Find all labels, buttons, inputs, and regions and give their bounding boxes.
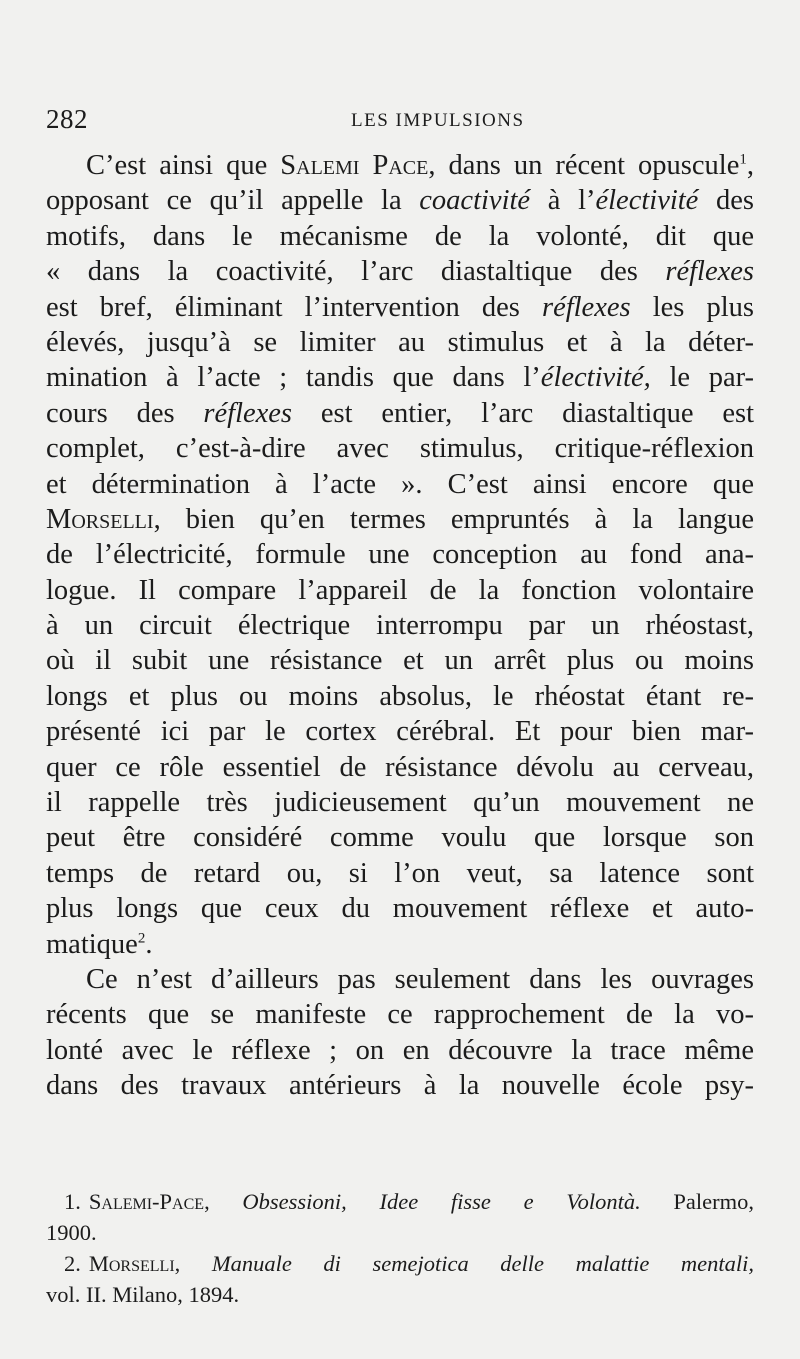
text-line: longs et plus ou moins absolus, le rhéostat étant re- [46, 680, 754, 712]
text-line: Ce n’est d’ailleurs pas seulement dans les ouvrages [86, 963, 754, 995]
text-line: de l’électricité, formule une conception au fond ana- [46, 539, 754, 571]
text-line: Morselli, bien qu’en termes empruntés à la langue [46, 503, 754, 535]
text-line: est bref, éliminant l’intervention des réflexes les plus [46, 291, 755, 323]
text-line: matique$^2$. [46, 928, 153, 960]
footnotes [46, 1186, 754, 1310]
author-name: Morselli [46, 503, 154, 535]
text-line: peut être considéré comme voulu que lorsque son [46, 822, 754, 854]
text-line: où il subit une résistance et un arrêt plus ou moins [46, 645, 754, 677]
text-line: temps de retard ou, si l’on veut, sa latence sont [46, 857, 754, 889]
text-line: cours des réflexes est entier, l’arc diastaltique est [46, 397, 754, 429]
text-line: logue. Il compare l’appareil de la fonction volontaire [46, 574, 754, 606]
footnote-2-cont: vol. II. Milano, 1894. [46, 1282, 240, 1307]
text-line: opposant ce qu’il appelle la coactivité à l’électivité des [46, 185, 754, 217]
text-line: présenté ici par le cortex cérébral. Et pour bien mar- [46, 716, 754, 748]
text-line: « dans la coactivité, l’arc diastaltique des réflexes [46, 256, 754, 288]
page-header [46, 104, 752, 134]
footnote-1-cont: 1900. [46, 1220, 97, 1245]
text-line: il rappelle très judicieusement qu’un mouvement ne [46, 787, 754, 819]
footnote-ref: 2 [137, 930, 146, 947]
text-line: et détermination à l’acte ». C’est ainsi encore que [46, 468, 754, 500]
footnote-1: 1. Salemi-Pace, Obsessioni, Idee fisse e Volontà. Palermo, [64, 1189, 755, 1214]
text-line: motifs, dans le mécanisme de la volonté, dit que [46, 220, 754, 252]
text-line: complet, c’est-à-dire avec stimulus, critique-réflexion [46, 433, 754, 465]
text-line: mination à l’acte ; tandis que dans l’électivité, le par- [46, 362, 754, 394]
text-line: à un circuit électrique interrompu par un rhéostast, [46, 610, 754, 642]
running-head: LES IMPULSIONS [351, 110, 525, 131]
page-number: 282 [46, 104, 88, 134]
text-line: plus longs que ceux du mouvement réflexe et auto- [46, 893, 754, 925]
text-line: lonté avec le réflexe ; on en découvre la trace même [46, 1034, 754, 1066]
author-name: Salemi Pace [280, 150, 429, 181]
text-line: élevés, jusqu’à se limiter au stimulus et à la déter- [46, 326, 754, 358]
text-line: récents que se manifeste ce rapprochement de la vo- [46, 999, 754, 1031]
text-line: C’est ainsi que Salemi Pace, dans un récent opuscule$^1$, [86, 150, 754, 181]
text-line: dans des travaux antérieurs à la nouvelle école psy- [46, 1070, 754, 1102]
text-line: quer ce rôle essentiel de résistance dévolu au cerveau, [46, 751, 754, 783]
footnote-ref: 1 [739, 151, 747, 168]
main-text [46, 148, 754, 1104]
footnote-2: 2. Morselli, Manuale di semejotica delle malattie mentali, [64, 1251, 755, 1276]
footnote-number: 1. [64, 1189, 81, 1214]
footnote-number: 2. [64, 1251, 81, 1276]
